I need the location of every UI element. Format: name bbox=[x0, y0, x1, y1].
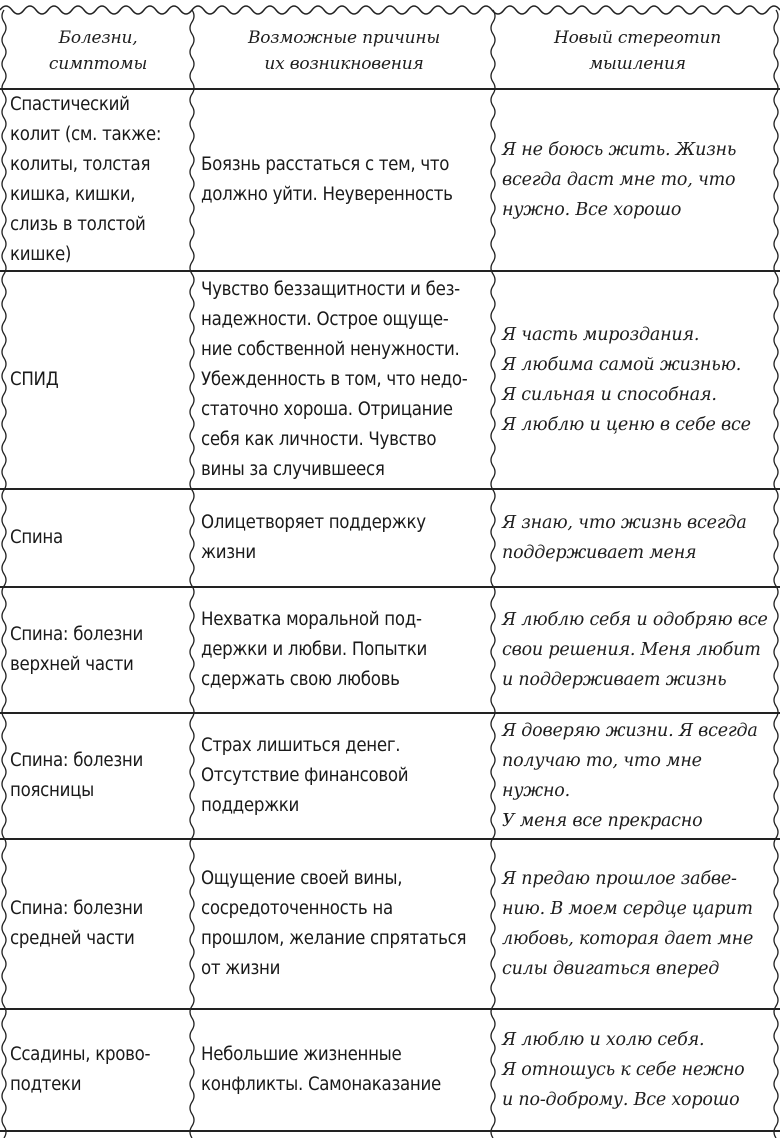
table-bottom-border bbox=[0, 1130, 780, 1132]
symptom-cell: Спина bbox=[10, 527, 63, 548]
table-row bbox=[0, 1010, 780, 1130]
affirmation-cell: Я предаю прошлое забве- нию. В моем сердце царит любовь, которая дает мне силы двигаться вперед bbox=[502, 869, 754, 979]
header-causes-label: Возможные причины их возникновения bbox=[247, 28, 441, 74]
symptom-cell: Спина: болезни средней части bbox=[10, 898, 143, 949]
header-affirmation-label: Новый стереотип мышления bbox=[553, 28, 722, 74]
header-affirmation bbox=[500, 14, 775, 88]
header-causes bbox=[199, 14, 489, 88]
affirmation-cell: Я часть мироздания. Я любима самой жизнью. Я сильная и способная. Я люблю и ценю в себе все bbox=[502, 325, 751, 435]
symptom-cell: Спастический колит (см. также: колиты, толстая кишка, кишки, слизь в толстой кишке) bbox=[10, 94, 162, 265]
table-row bbox=[0, 588, 780, 712]
affirmation-cell: Я доверяю жизни. Я всегда получаю то, что мне нужно. У меня все прекрасно bbox=[502, 721, 758, 831]
affirmation-cell: Я знаю, что жизнь всегда поддерживает меня bbox=[502, 513, 747, 563]
cause-cell: Олицетворяет поддержку жизни bbox=[201, 512, 426, 563]
table-row bbox=[0, 272, 780, 488]
affirmation-cell: Я не боюсь жить. Жизнь всегда даст мне то, что нужно. Все хорошо bbox=[502, 140, 737, 220]
cause-cell: Боязнь расстаться с тем, что должно уйти. Неуверенность bbox=[201, 154, 453, 205]
cause-cell: Небольшие жизненные конфликты. Самонаказание bbox=[201, 1044, 441, 1095]
table-row bbox=[0, 840, 780, 1008]
cause-cell: Чувство беззащитности и без- надежности. Острое ощуще- ние собственной ненужности. Убежденность в том, что недо- статочно хороша. Отрицание себя как личности. Чувство вины за случившееся bbox=[201, 279, 468, 480]
table-row bbox=[0, 90, 780, 270]
symptom-cell: Спина: болезни верхней части bbox=[10, 624, 143, 675]
header-symptoms bbox=[8, 14, 188, 88]
symptom-cell: Спина: болезни поясницы bbox=[10, 750, 143, 801]
affirmation-cell: Я люблю себя и одобряю все свои решения. Меня любит и поддерживает жизнь bbox=[502, 610, 768, 690]
table-header bbox=[0, 14, 780, 88]
header-symptoms-label: Болезни, симптомы bbox=[48, 28, 148, 74]
table-row bbox=[0, 490, 780, 586]
table-row bbox=[0, 714, 780, 838]
affirmation-cell: Я люблю и холю себя. Я отношусь к себе нежно и по-доброму. Все хорошо bbox=[502, 1030, 745, 1110]
cause-cell: Ощущение своей вины, сосредоточенность на прошлом, желание спрятаться от жизни bbox=[201, 868, 467, 979]
symptom-cell: СПИД bbox=[10, 369, 59, 390]
symptom-cell: Ссадины, крово- подтеки bbox=[10, 1044, 151, 1095]
cause-cell: Нехватка моральной под- держки и любви. Попытки сдержать свою любовь bbox=[201, 609, 428, 690]
cause-cell: Страх лишиться денег. Отсутствие финансовой поддержки bbox=[201, 735, 409, 816]
